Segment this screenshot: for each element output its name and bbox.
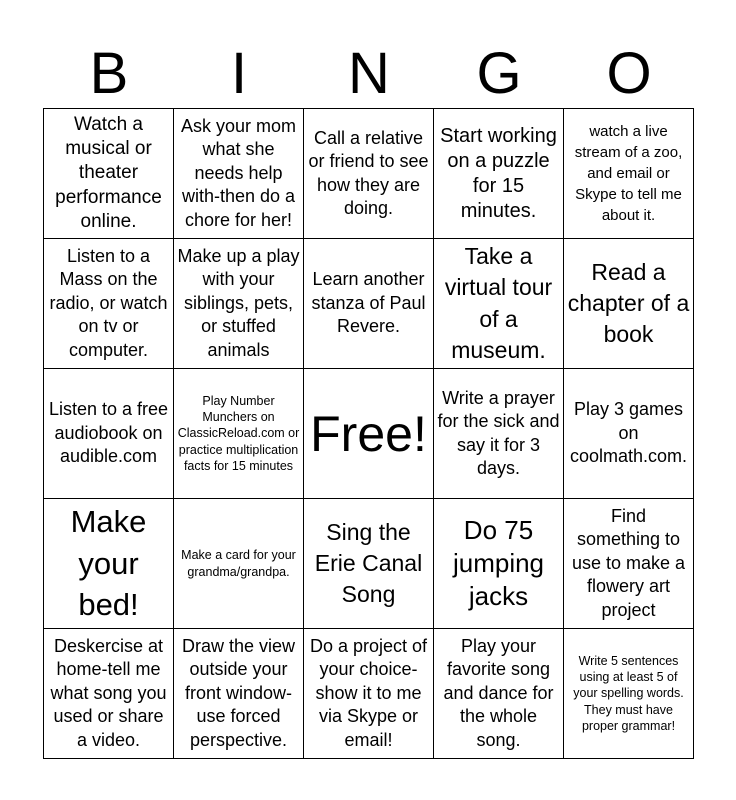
bingo-grid xyxy=(43,108,694,759)
bingo-cell: Write a prayer for the sick and say it for 3 days. xyxy=(434,369,564,499)
bingo-cell: Play your favorite song and dance for the whole song. xyxy=(434,629,564,759)
bingo-cell: Listen to a free audiobook on audible.com xyxy=(44,369,174,499)
free-space: Free! xyxy=(304,369,434,499)
header-letter-n: N xyxy=(348,41,390,106)
bingo-cell: Play Number Munchers on ClassicReload.com or practice multiplication facts for 15 minutes xyxy=(174,369,304,499)
bingo-cell: Find something to use to make a flowery art project xyxy=(564,499,694,629)
bingo-cell: Listen to a Mass on the radio, or watch on tv or computer. xyxy=(44,239,174,369)
bingo-cell: Make your bed! xyxy=(44,499,174,629)
bingo-header xyxy=(44,40,694,108)
bingo-cell: Draw the view outside your front window-use forced perspective. xyxy=(174,629,304,759)
bingo-cell: Make up a play with your siblings, pets, or stuffed animals xyxy=(174,239,304,369)
bingo-cell: Make a card for your grandma/grandpa. xyxy=(174,499,304,629)
bingo-cell: Learn another stanza of Paul Revere. xyxy=(304,239,434,369)
bingo-cell: Ask your mom what she needs help with-then do a chore for her! xyxy=(174,109,304,239)
bingo-cell: Deskercise at home-tell me what song you used or share a video. xyxy=(44,629,174,759)
bingo-cell: Read a chapter of a book xyxy=(564,239,694,369)
bingo-cell: Do a project of your choice-show it to me via Skype or email! xyxy=(304,629,434,759)
bingo-cell: Write 5 sentences using at least 5 of your spelling words. They must have proper grammar! xyxy=(564,629,694,759)
bingo-cell: Start working on a puzzle for 15 minutes. xyxy=(434,109,564,239)
bingo-cell: Sing the Erie Canal Song xyxy=(304,499,434,629)
bingo-cell: Do 75 jumping jacks xyxy=(434,499,564,629)
bingo-cell: Watch a musical or theater performance online. xyxy=(44,109,174,239)
bingo-cell: Take a virtual tour of a museum. xyxy=(434,239,564,369)
bingo-cell: Call a relative or friend to see how they are doing. xyxy=(304,109,434,239)
header-letter-g: G xyxy=(476,41,522,106)
bingo-cell: watch a live stream of a zoo, and email or Skype to tell me about it. xyxy=(564,109,694,239)
bingo-cell: Play 3 games on coolmath.com. xyxy=(564,369,694,499)
header-letter-i: I xyxy=(230,41,248,106)
header-letter-b: B xyxy=(89,41,129,106)
header-letter-o: O xyxy=(606,41,652,106)
